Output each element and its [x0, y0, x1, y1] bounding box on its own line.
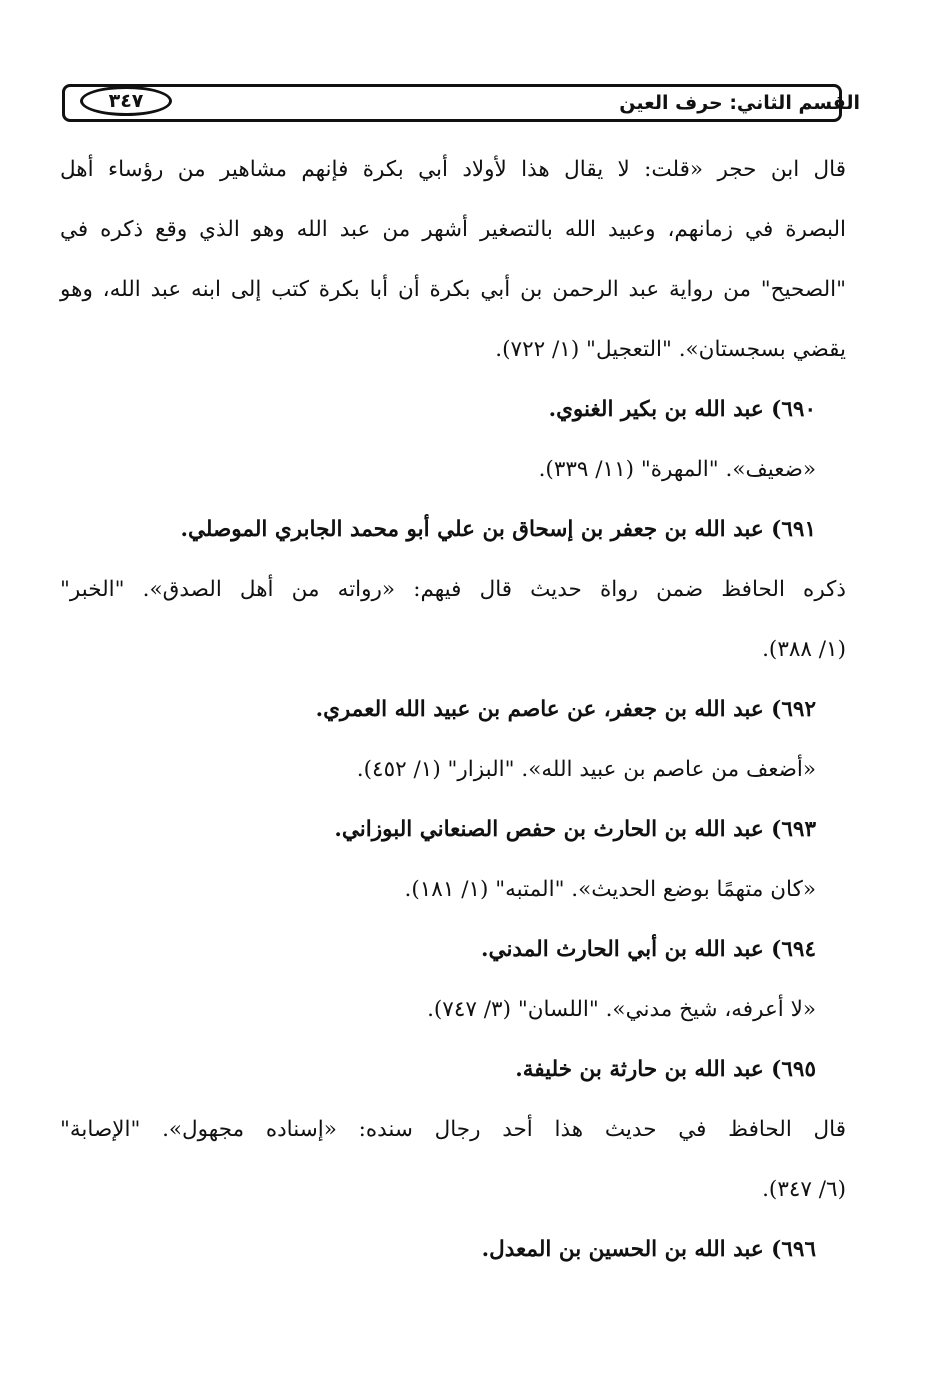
entry-note-692: «أضعف من عاصم بن عبيد الله». "البزار" (١/ ٤٥٢).: [356, 757, 816, 782]
body-line: البصرة في زمانهم، وعبيد الله بالتصغير أشهر من عبد الله وهو الذي وقع ذكره في: [60, 217, 846, 242]
entry-heading-692: ٦٩٢) عبد الله بن جعفر، عن عاصم بن عبيد الله العمري.: [315, 697, 816, 722]
entry-heading-696: ٦٩٦) عبد الله بن الحسين بن المعدل.: [481, 1237, 816, 1262]
entry-note-695-cont: (٦/ ٣٤٧).: [762, 1177, 846, 1202]
entry-note-690: «ضعيف». "المهرة" (١١/ ٣٣٩).: [538, 457, 816, 482]
entry-note-693: «كان متهمًا بوضع الحديث». "المتبه" (١/ ١٨١).: [404, 877, 816, 902]
entry-note-694: «لا أعرفه، شيخ مدني». "اللسان" (٣/ ٧٤٧).: [427, 997, 816, 1022]
body-line: قال ابن حجر «قلت: لا يقال هذا لأولاد أبي بكرة فإنهم مشاهير من رؤساء أهل: [60, 157, 846, 182]
entry-note-691: ذكره الحافظ ضمن رواة حديث قال فيهم: «رواته من أهل الصدق». "الخبر": [60, 577, 846, 602]
entry-note-691-cont: (١/ ٣٨٨).: [762, 637, 846, 662]
entry-heading-695: ٦٩٥) عبد الله بن حارثة بن خليفة.: [515, 1057, 816, 1082]
running-header-title: القسم الثاني: حرف العين: [619, 92, 860, 114]
body-line: يقضي بسجستان». "التعجيل" (١/ ٧٢٢).: [495, 337, 846, 362]
entry-heading-694: ٦٩٤) عبد الله بن أبي الحارث المدني.: [481, 937, 816, 962]
entry-heading-691: ٦٩١) عبد الله بن جعفر بن إسحاق بن علي أبو محمد الجابري الموصلي.: [180, 517, 816, 542]
page-number-badge: ٣٤٧: [80, 86, 172, 116]
body-line: "الصحيح" من رواية عبد الرحمن بن أبي بكرة أن أبا بكرة كتب إلى ابنه عبد الله، وهو: [60, 277, 846, 302]
entry-heading-693: ٦٩٣) عبد الله بن الحارث بن حفص الصنعاني البوزاني.: [334, 817, 816, 842]
entry-heading-690: ٦٩٠) عبد الله بن بكير الغنوي.: [548, 397, 816, 422]
entry-note-695: قال الحافظ في حديث هذا أحد رجال سنده: «إسناده مجهول». "الإصابة": [60, 1117, 846, 1142]
